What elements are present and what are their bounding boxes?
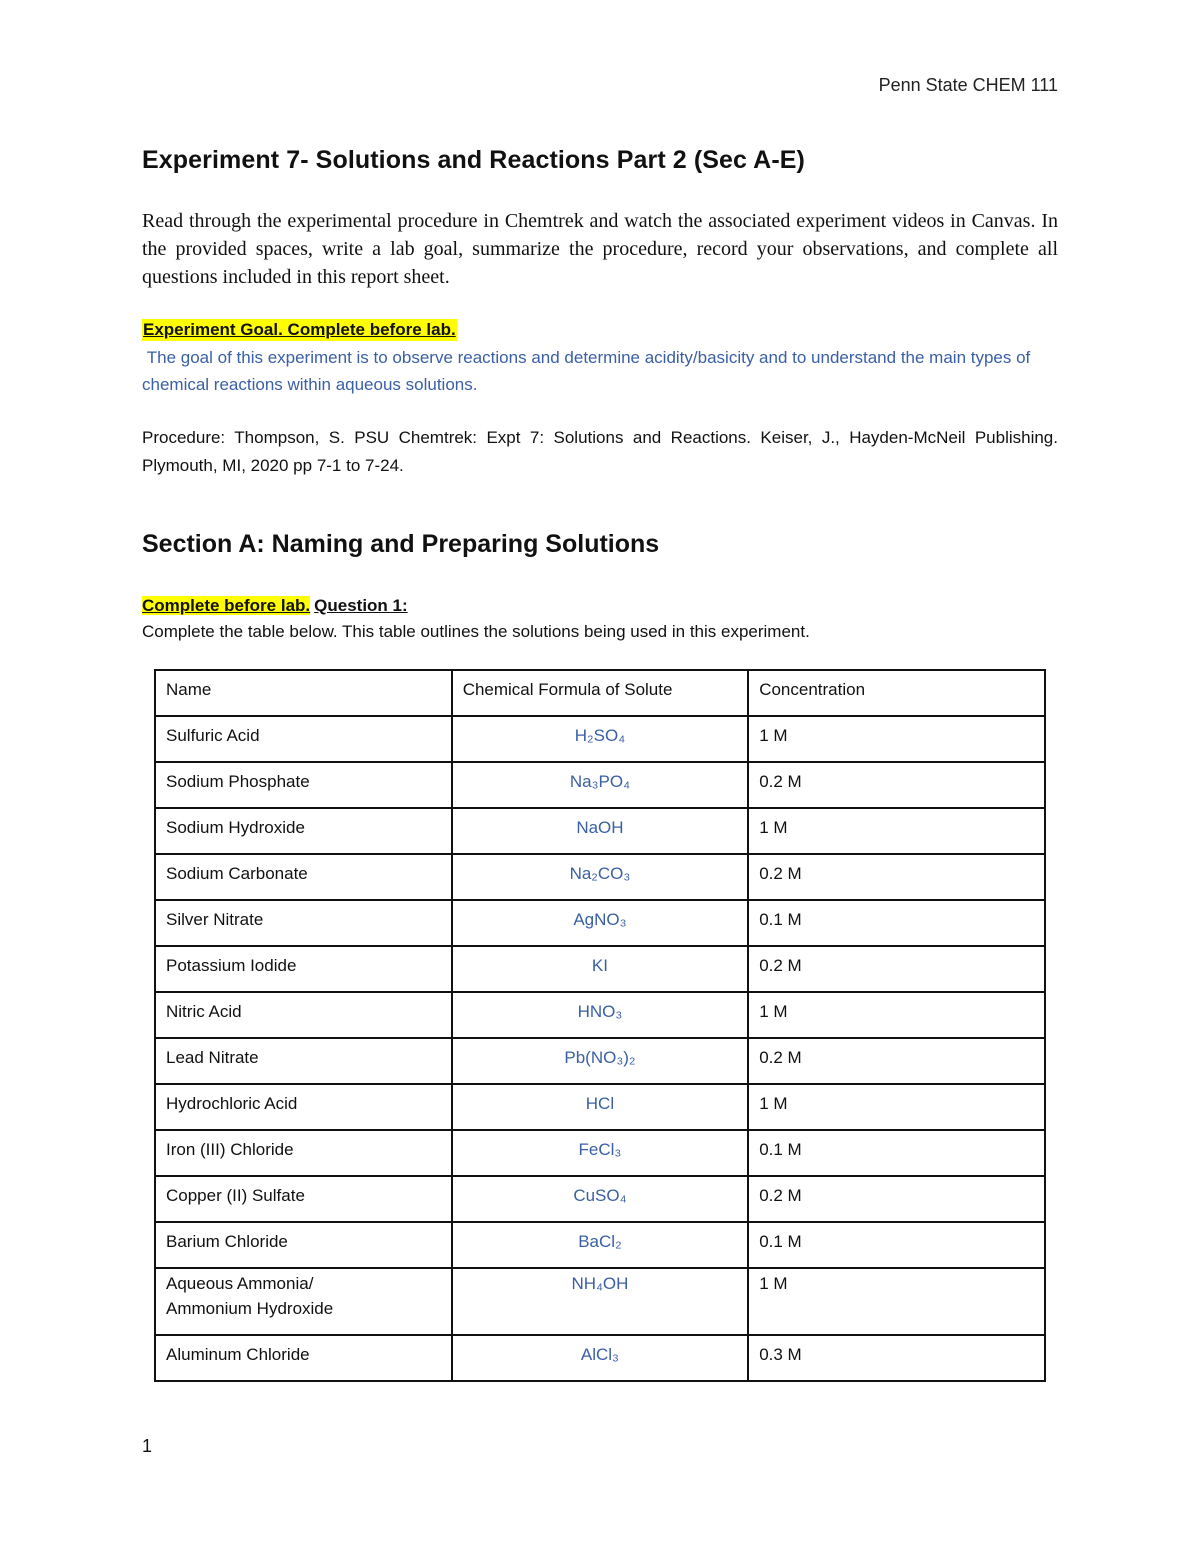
cell-name: Silver Nitrate xyxy=(155,900,452,946)
cell-formula: HCl xyxy=(452,1084,749,1130)
table-row xyxy=(155,946,1045,992)
cell-concentration: 1 M xyxy=(748,716,1045,762)
cell-concentration: 0.1 M xyxy=(748,1222,1045,1268)
cell-name xyxy=(155,1268,452,1335)
cell-concentration: 0.2 M xyxy=(748,1176,1045,1222)
cell-name: Sodium Carbonate xyxy=(155,854,452,900)
cell-formula: HNO₃ xyxy=(452,992,749,1038)
table-row xyxy=(155,1176,1045,1222)
course-header: Penn State CHEM 111 xyxy=(878,75,1058,95)
question-1-instructions: Complete the table below. This table outlines the solutions being used in this experiment. xyxy=(142,622,810,641)
table-row xyxy=(155,1222,1045,1268)
cell-concentration: 1 M xyxy=(748,1268,1045,1335)
table-row xyxy=(155,1038,1045,1084)
cell-formula: Pb(NO₃)₂ xyxy=(452,1038,749,1084)
question-1-label: Question 1: xyxy=(314,596,408,615)
header-formula: Chemical Formula of Solute xyxy=(452,670,749,716)
procedure-citation: Procedure: Thompson, S. PSU Chemtrek: Expt 7: Solutions and Reactions. Keiser, J., Hayden-McNeil Publishing. Plymouth, MI, 2020 pp 7-1 to 7-24. xyxy=(142,428,1058,475)
solutions-table xyxy=(154,669,1046,1382)
goal-label: Experiment Goal. Complete before lab. xyxy=(143,320,456,339)
cell-formula: FeCl₃ xyxy=(452,1130,749,1176)
cell-name: Aluminum Chloride xyxy=(155,1335,452,1381)
page-number: 1 xyxy=(142,1436,153,1456)
cell-formula: H₂SO₄ xyxy=(452,716,749,762)
cell-concentration: 0.2 M xyxy=(748,946,1045,992)
cell-concentration: 0.2 M xyxy=(748,762,1045,808)
cell-concentration: 1 M xyxy=(748,992,1045,1038)
cell-concentration: 1 M xyxy=(748,1084,1045,1130)
table-row xyxy=(155,1335,1045,1381)
cell-formula: AgNO₃ xyxy=(452,900,749,946)
cell-name: Copper (II) Sulfate xyxy=(155,1176,452,1222)
page-title: Experiment 7- Solutions and Reactions Part 2 (Sec A-E) xyxy=(142,146,805,174)
cell-formula: BaCl₂ xyxy=(452,1222,749,1268)
table-row xyxy=(155,992,1045,1038)
section-a-heading: Section A: Naming and Preparing Solutions xyxy=(142,530,660,558)
cell-concentration: 1 M xyxy=(748,808,1045,854)
cell-formula: KI xyxy=(452,946,749,992)
question-1-line xyxy=(142,595,408,617)
table-header-row xyxy=(155,670,1045,716)
table-row xyxy=(155,1084,1045,1130)
goal-text-content: The goal of this experiment is to observe reactions and determine acidity/basicity and to understand the main types of chemical reactions within aqueous solutions. xyxy=(142,348,1031,394)
cell-name: Sodium Hydroxide xyxy=(155,808,452,854)
cell-name: Potassium Iodide xyxy=(155,946,452,992)
cell-formula: Na₂CO₃ xyxy=(452,854,749,900)
cell-formula: CuSO₄ xyxy=(452,1176,749,1222)
cell-name: Sodium Phosphate xyxy=(155,762,452,808)
header-concentration: Concentration xyxy=(748,670,1045,716)
table-row xyxy=(155,1130,1045,1176)
cell-name-line-2: Ammonium Hydroxide xyxy=(166,1299,334,1318)
table-row xyxy=(155,1268,1045,1335)
cell-name: Nitric Acid xyxy=(155,992,452,1038)
cell-concentration: 0.2 M xyxy=(748,1038,1045,1084)
cell-formula: Na₃PO₄ xyxy=(452,762,749,808)
cell-formula: NH₄OH xyxy=(452,1268,749,1335)
table-row xyxy=(155,900,1045,946)
table-row xyxy=(155,716,1045,762)
complete-before-lab-highlight: Complete before lab. xyxy=(142,596,311,615)
cell-concentration: 0.3 M xyxy=(748,1335,1045,1381)
intro-paragraph: Read through the experimental procedure in Chemtrek and watch the associated experiment videos in Canvas. In the provided spaces, write a lab goal, summarize the procedure, record your observations, and complete all questions included in this report sheet. xyxy=(142,210,1058,288)
cell-concentration: 0.1 M xyxy=(748,900,1045,946)
cell-name: Iron (III) Chloride xyxy=(155,1130,452,1176)
goal-text xyxy=(142,344,1062,398)
cell-name-line-1: Aqueous Ammonia/ xyxy=(166,1274,314,1293)
cell-concentration: 0.2 M xyxy=(748,854,1045,900)
cell-concentration: 0.1 M xyxy=(748,1130,1045,1176)
table-row xyxy=(155,854,1045,900)
cell-name: Hydrochloric Acid xyxy=(155,1084,452,1130)
table-row xyxy=(155,762,1045,808)
table-row xyxy=(155,808,1045,854)
cell-formula: NaOH xyxy=(452,808,749,854)
cell-formula: AlCl₃ xyxy=(452,1335,749,1381)
cell-name: Sulfuric Acid xyxy=(155,716,452,762)
cell-name: Lead Nitrate xyxy=(155,1038,452,1084)
cell-name: Barium Chloride xyxy=(155,1222,452,1268)
header-name: Name xyxy=(155,670,452,716)
